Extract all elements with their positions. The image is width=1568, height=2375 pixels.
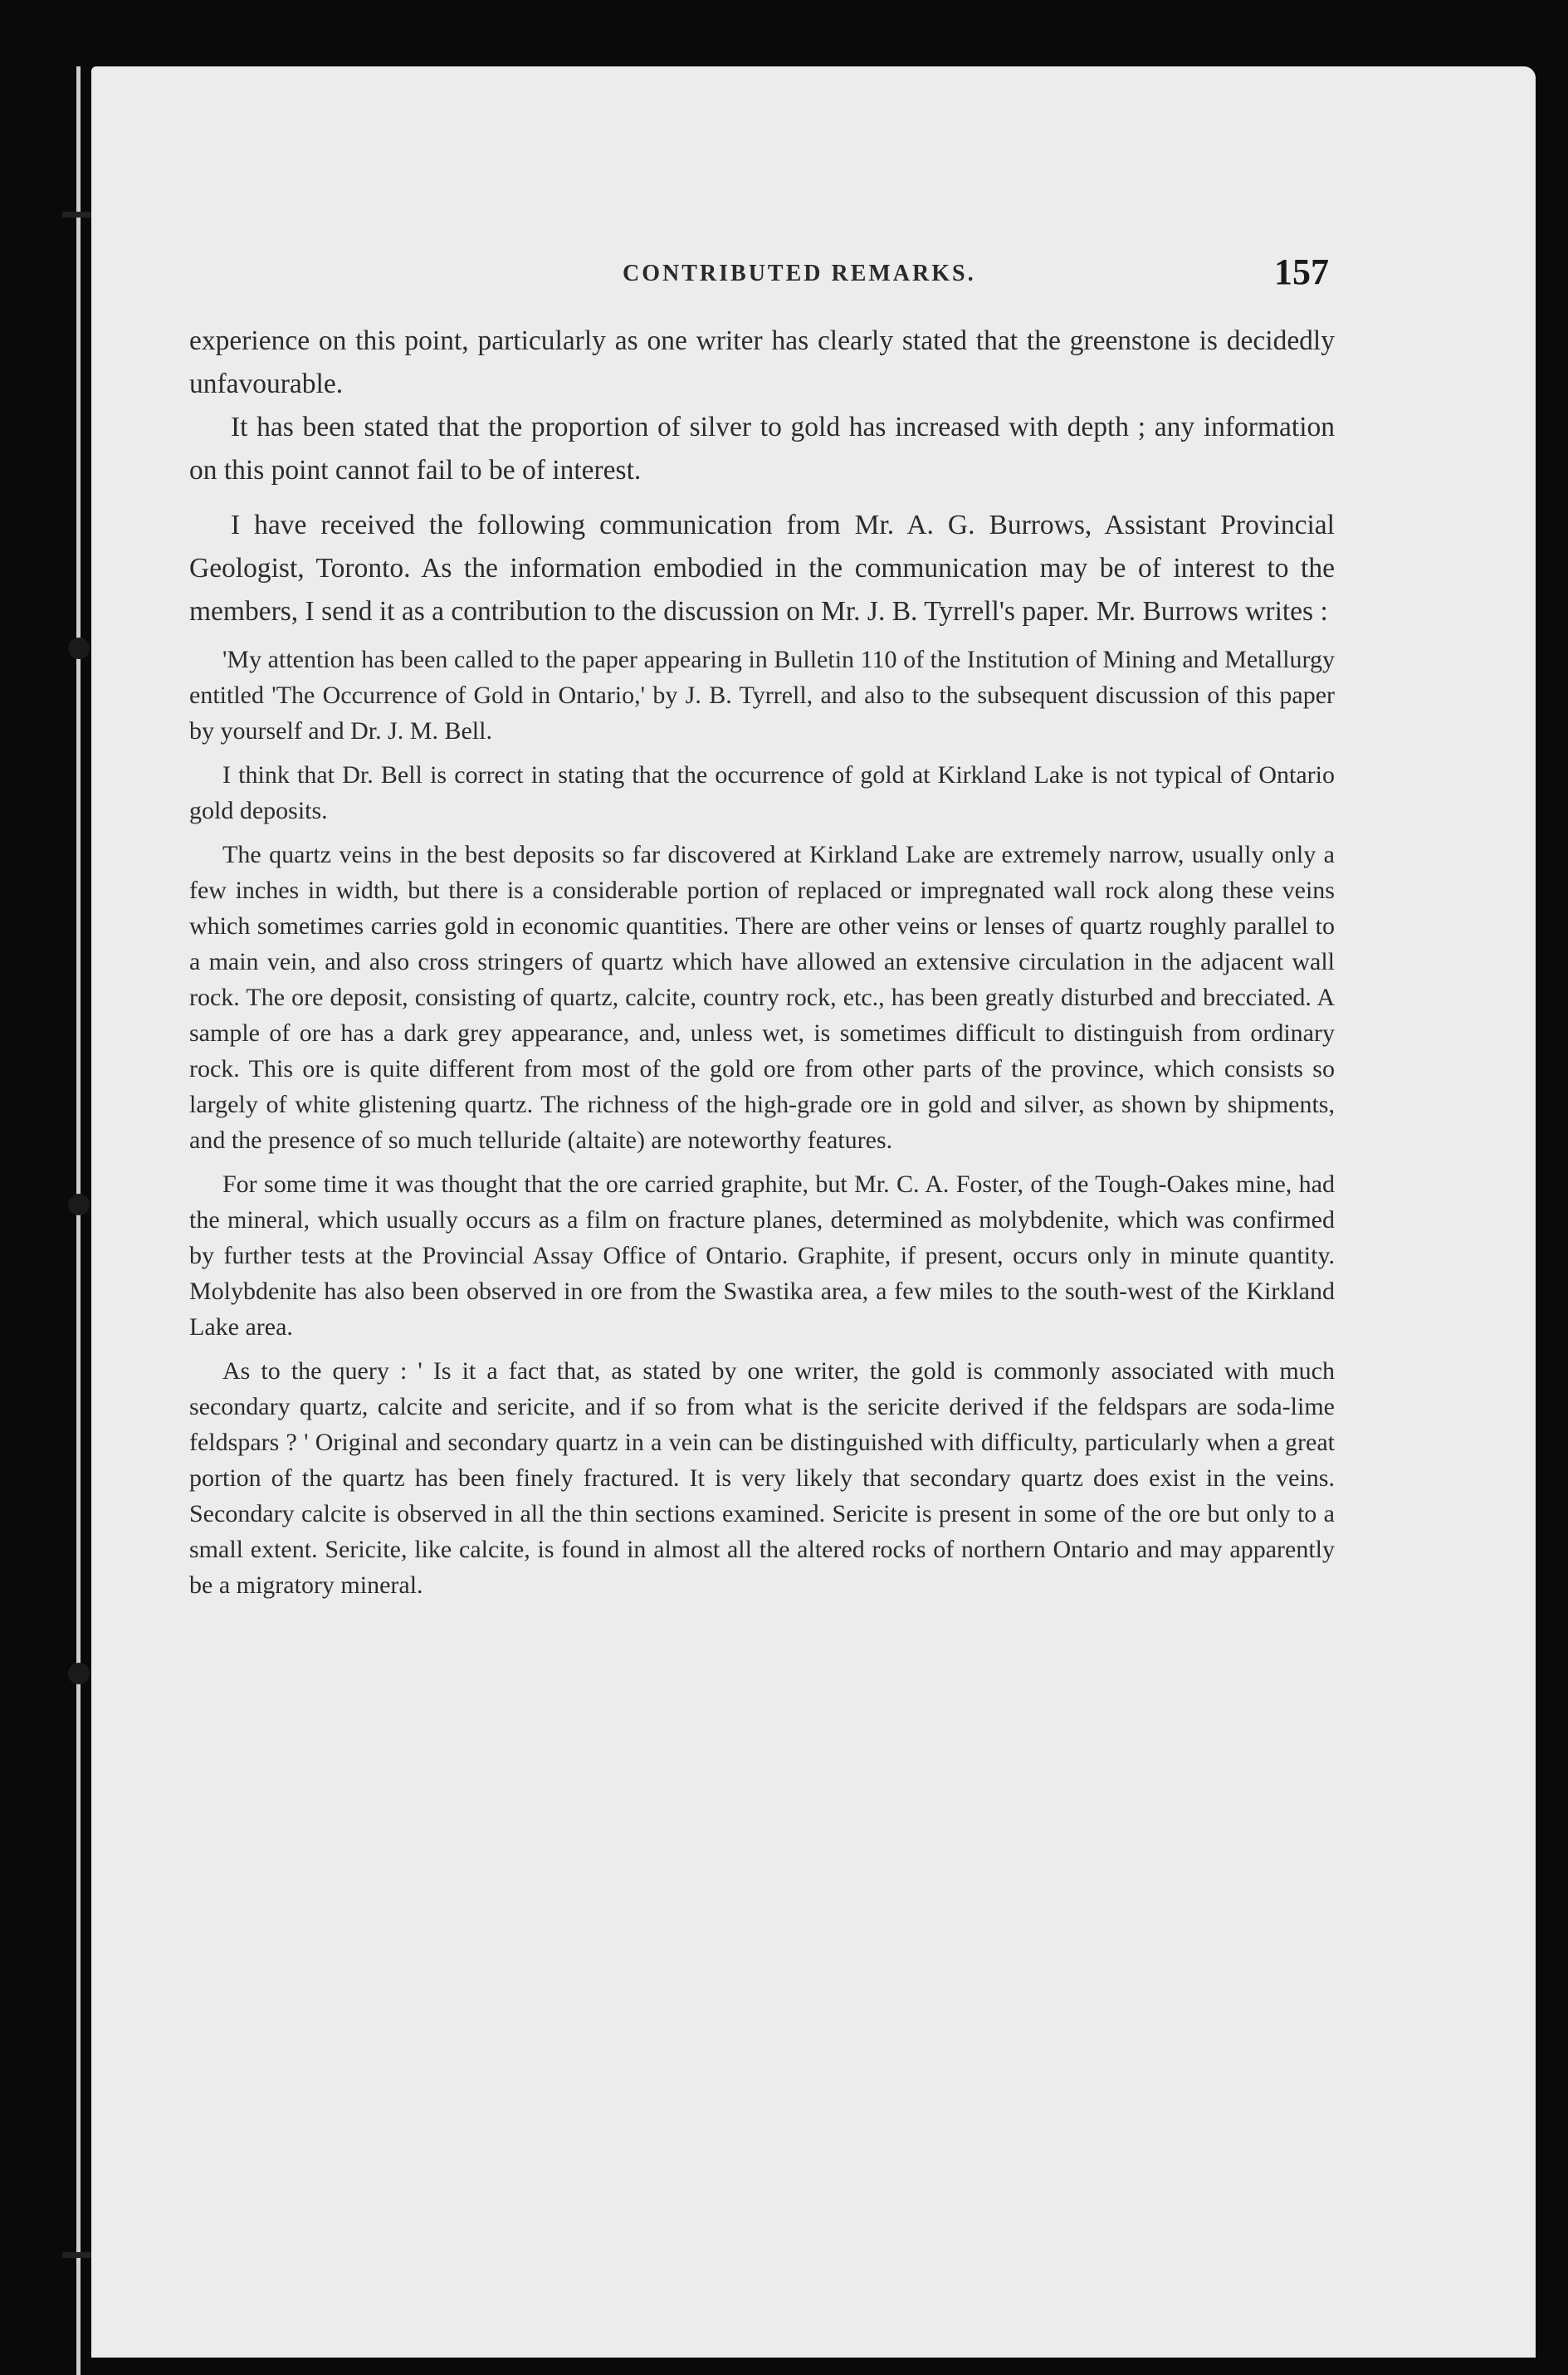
page-header — [91, 251, 1536, 301]
binding-stitch — [68, 1663, 90, 1684]
page-number: 157 — [1274, 252, 1329, 292]
paragraph-burrows-intro: I have received the following communication from Mr. A. G. Burrows, Assistant Provincial Geologist, Toronto. As the information embodied in the communication may be of interest to the members, I send it as a contribution to the discussion on Mr. J. B. Tyrrell's paper. Mr. Burrows writes : — [189, 510, 1335, 627]
paragraph-continuation: experience on this point, particularly as one writer has clearly stated that the greenstone is decidedly unfavourable. — [189, 325, 1335, 399]
quote-paragraph-bulletin: 'My attention has been called to the paper appearing in Bulletin 110 of the Institution of Mining and Metallurgy entitled 'The Occurrence of Gold in Ontario,' by J. B. Tyrrell, and also to the subsequent discussion of this paper by yourself and Dr. J. M. Bell. — [189, 646, 1335, 745]
binding-stitch — [68, 1194, 90, 1215]
paragraph-silver-gold-ratio: It has been stated that the proportion of silver to gold has increased with depth ; any information on this point cannot fail to be of interest. — [189, 412, 1335, 486]
binding-stitch — [68, 638, 90, 659]
binding-stitch — [62, 212, 95, 217]
quote-paragraph-graphite: For some time it was thought that the ore carried graphite, but Mr. C. A. Foster, of the Tough-Oakes mine, had the mineral, which usually occurs as a film on fracture planes, determined as molybdenite, which was confirmed by further tests at the Provincial Assay Office of Ontario. Graphite, if present, occurs only in minute quantity. Molybdenite has also been observed in ore from the Swastika area, a few miles to the south-west of the Kirkland Lake area. — [189, 1170, 1335, 1341]
page-binding-edge — [76, 66, 81, 2375]
quote-paragraph-quartz-veins: The quartz veins in the best deposits so far discovered at Kirkland Lake are extremely narrow, usually only a few inches in width, but there is a considerable portion of replaced or impregnated wall rock along these veins which sometimes carries gold in economic quantities. There are other veins or lenses of quartz roughly parallel to a main vein, and also cross stringers of quartz which have allowed an extensive circulation in the adjacent wall rock. The ore deposit, consisting of quartz, calcite, country rock, etc., has been greatly disturbed and brecciated. A sample of ore has a dark grey appearance, and, unless wet, is sometimes difficult to distinguish from ordinary rock. This ore is quite different from most of the gold ore from other parts of the province, which consists so largely of white glistening quartz. The richness of the high-grade ore in gold and silver, as shown by shipments, and the presence of so much telluride (altaite) are noteworthy features. — [189, 841, 1335, 1154]
binding-stitch — [62, 2252, 95, 2258]
running-head: CONTRIBUTED REMARKS. — [623, 261, 976, 286]
quote-paragraph-sericite-query: As to the query : ' Is it a fact that, as stated by one writer, the gold is commonly associated with much secondary quartz, calcite and sericite, and if so from what is the sericite derived if the feldspars are soda-lime feldspars ? ' Original and secondary quartz in a vein can be distinguished with difficulty, particularly when a great portion of the quartz has been finely fractured. It is very likely that secondary quartz does exist in the veins. Secondary calcite is observed in all the thin sections examined. Sericite is present in some of the ore but only to a small extent. Sericite, like calcite, is found in almost all the altered rocks of northern Ontario and may apparently be a migratory mineral. — [189, 1357, 1335, 1599]
quote-paragraph-kirkland-typical: I think that Dr. Bell is correct in stating that the occurrence of gold at Kirkland Lake is not typical of Ontario gold deposits. — [189, 761, 1335, 824]
body-text — [189, 320, 1335, 1603]
